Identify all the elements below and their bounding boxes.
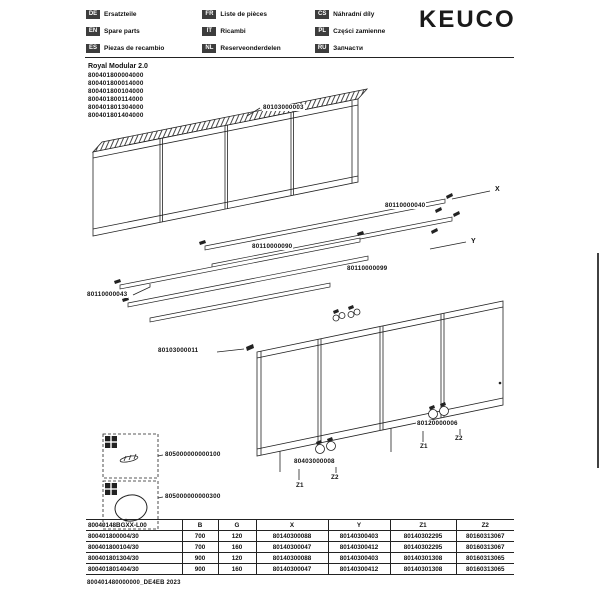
value-cell: 80140300088	[256, 531, 328, 542]
table-header-row	[86, 520, 514, 531]
part-label-mirror-heating: 805000000000300	[165, 493, 221, 500]
value-cell: 80160313067	[456, 531, 514, 542]
value-cell: 80140301308	[390, 553, 456, 564]
variant-number-cell: 800401801304/30	[86, 553, 182, 564]
upper-cabinet-drawing	[93, 89, 367, 236]
z2-label-left: Z2	[331, 474, 339, 481]
value-cell: 700	[182, 542, 218, 553]
value-cell: 80140300047	[256, 542, 328, 553]
part-number: 800401800014000	[88, 80, 144, 87]
language-label: Piezas de recambio	[104, 44, 165, 52]
part-label-corner-clip: 80103000011	[158, 347, 199, 354]
language-label: Ersatzteile	[104, 10, 137, 18]
column-header-variant: 80040148BGXX-L00	[86, 520, 182, 531]
value-cell: 80140300412	[328, 542, 390, 553]
language-label: Ricambi	[220, 27, 246, 35]
value-cell: 900	[182, 564, 218, 575]
language-label: Запчасти	[333, 44, 363, 52]
value-cell: 700	[182, 531, 218, 542]
variant-number-cell: 800401801404/30	[86, 564, 182, 575]
variant-number-cell: 800401800104/30	[86, 542, 182, 553]
dimension-x-label: X	[495, 186, 500, 193]
value-cell: 80140300403	[328, 553, 390, 564]
value-cell: 80140301308	[390, 564, 456, 575]
z2-label-right: Z2	[455, 435, 463, 442]
dimension-y-label: Y	[471, 238, 476, 245]
value-cell: 900	[182, 553, 218, 564]
part-number: 800401800104000	[88, 88, 144, 95]
document-id: 800401480000000_DE4EB 2023	[87, 580, 181, 586]
value-cell: 160	[218, 542, 256, 553]
value-cell: 80140300088	[256, 553, 328, 564]
language-code-badge: EN	[86, 27, 100, 36]
part-label-hinge-left: 80403000008	[294, 458, 335, 465]
language-code-badge: RU	[315, 44, 329, 53]
table-row	[86, 542, 514, 553]
language-code-badge: FR	[202, 10, 216, 19]
value-cell: 80160313067	[456, 542, 514, 553]
part-number: 800401800004000	[88, 72, 144, 79]
value-cell: 80140300047	[256, 564, 328, 575]
value-cell: 80140300403	[328, 531, 390, 542]
language-code-badge: NL	[202, 44, 216, 53]
column-header-x: X	[256, 520, 328, 531]
value-cell: 80140300412	[328, 564, 390, 575]
column-header-z1: Z1	[390, 520, 456, 531]
table-body	[86, 531, 514, 575]
language-label: Części zamienne	[333, 27, 386, 35]
value-cell: 80160313065	[456, 564, 514, 575]
value-cell: 80140302295	[390, 542, 456, 553]
table-row	[86, 531, 514, 542]
language-code-badge: DE	[86, 10, 100, 19]
language-code-badge: CS	[315, 10, 329, 19]
language-label: Liste de pièces	[220, 10, 268, 18]
part-label-rail-upper: 80110000040	[385, 202, 426, 209]
table-row	[86, 564, 514, 575]
part-label-hinge-right: 80120000006	[417, 420, 458, 427]
column-header-g: G	[218, 520, 256, 531]
language-label: Reserveonderdelen	[220, 44, 281, 52]
part-number: 800401800114000	[88, 96, 144, 103]
value-cell: 80160313065	[456, 553, 514, 564]
value-cell: 120	[218, 531, 256, 542]
z1-label-right: Z1	[420, 443, 428, 450]
part-label-rail-middle: 80110000090	[252, 243, 293, 250]
part-number: 800401801304000	[88, 104, 144, 111]
language-code-badge: ES	[86, 44, 100, 53]
part-label-rail-lower: 80110000099	[347, 265, 388, 272]
table-row	[86, 553, 514, 564]
column-header-z2: Z2	[456, 520, 514, 531]
language-label: Spare parts	[104, 27, 140, 35]
part-label-top-cabinet: 80103000003	[263, 104, 304, 111]
keuco-logo: KEUCO	[419, 6, 516, 33]
part-number: 800401801404000	[88, 112, 144, 119]
variant-number-cell: 800401800004/30	[86, 531, 182, 542]
variants-table	[86, 519, 514, 575]
column-header-y: Y	[328, 520, 390, 531]
z1-label-left: Z1	[296, 482, 304, 489]
value-cell: 160	[218, 564, 256, 575]
part-label-mounting-kit: 805000000000100	[165, 451, 221, 458]
column-header-b: B	[182, 520, 218, 531]
language-code-badge: IT	[202, 27, 216, 36]
accessory-box-mounting	[103, 434, 163, 478]
value-cell: 80140302295	[390, 531, 456, 542]
value-cell: 120	[218, 553, 256, 564]
language-label: Náhradní díly	[333, 10, 375, 18]
part-label-rail-left: 80110000043	[87, 291, 128, 298]
lower-cabinet-drawing	[217, 301, 503, 472]
language-code-badge: PL	[315, 27, 329, 36]
product-title: Royal Modular 2.0	[88, 63, 148, 70]
